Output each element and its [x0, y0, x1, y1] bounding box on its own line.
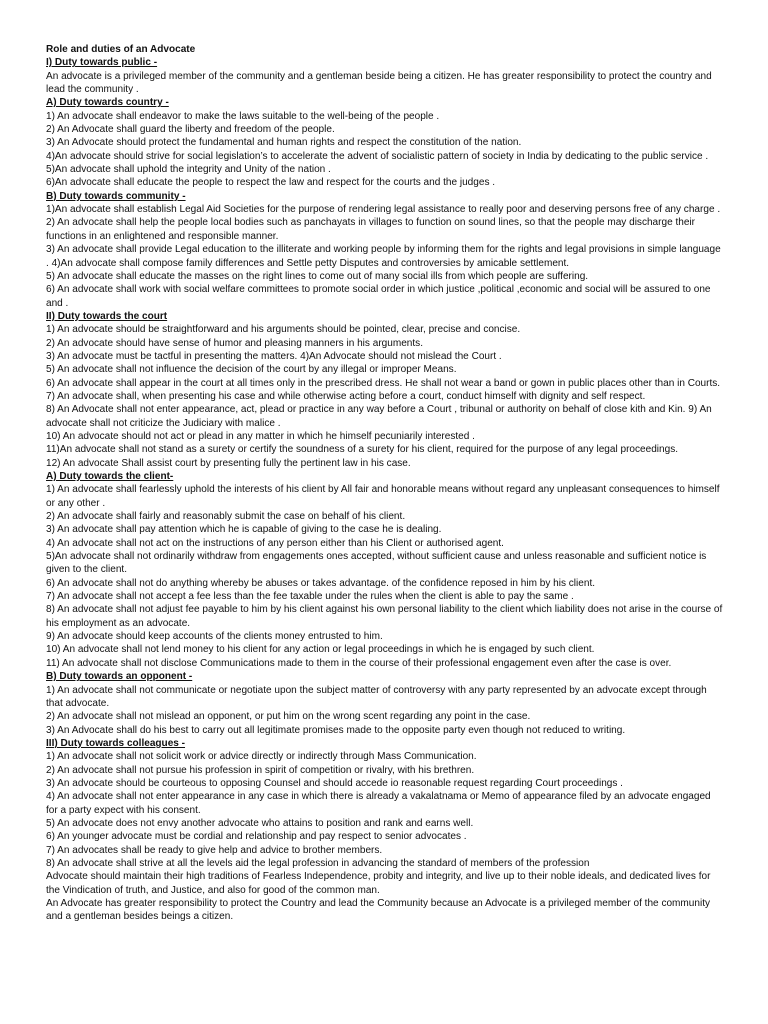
paragraph: 3) An advocate should be courteous to opposing Counsel and should accede io reasonable request regarding Court proceedings . [46, 777, 623, 789]
paragraph: 6) An younger advocate must be cordial and relationship and pay respect to senior advocates . [46, 831, 467, 843]
paragraph: 1) An advocate shall not communicate or negotiate upon the subject matter of controversy with any party represented by an advocate except through that advocate. [46, 684, 707, 709]
paragraph: 2) An advocate shall not pursue his profession in spirit of competition or rivalry, with his brethren. [46, 764, 475, 776]
paragraph: 6)An advocate shall educate the people to respect the law and respect for the courts and the judges . [46, 177, 496, 189]
paragraph: 6) An advocate shall appear in the court at all times only in the prescribed dress. He shall not wear a band or gown in public places other than in Courts. [46, 377, 721, 389]
paragraph: 5) An advocate shall educate the masses on the right lines to come out of many social ills from which people are suffering. [46, 270, 589, 282]
paragraph: 9) An advocate should keep accounts of the clients money entrusted to him. [46, 631, 383, 643]
section-heading: B) Duty towards community - [46, 190, 186, 202]
paragraph: 5) An advocate does not envy another advocate who attains to position and rank and earns well. [46, 817, 474, 829]
section-heading: III) Duty towards colleagues - [46, 737, 186, 749]
paragraph: 8) An Advocate shall not enter appearance, act, plead or practice in any way before a Court , tribunal or authority on behalf of close kith and Kin. 9) An advocate shall not criticize the Judiciary with malice . [46, 404, 712, 429]
paragraph: 3) An Advocate shall do his best to carry out all legitimate promises made to the opposite party even though not reduced to writing. [46, 724, 626, 736]
paragraph: 4)An advocate should strive for social legislation’s to accelerate the advent of socialistic pattern of society in India by dedicating to the public service . 5)An advocate shall uphold the integrity and Unity of the nation . [46, 150, 709, 176]
paragraph: 3) An advocate shall pay attention which he is capable of giving to the case he is dealing. [46, 524, 442, 536]
section-heading: B) Duty towards an opponent - [46, 671, 193, 683]
paragraph: 3) An advocate must be tactful in presenting the matters. 4)An Advocate should not mislead the Court . [46, 350, 502, 362]
paragraph: 8) An advocate shall strive at all the levels aid the legal profession in advancing the standard of members of the profession [46, 857, 590, 869]
paragraph: Advocate should maintain their high traditions of Fearless Independence, probity and integrity, and live up to their noble ideals, and dedicated lives for the Vindication of truth, and Justice, and also for good of the common man. [46, 871, 711, 896]
paragraph: 1) An advocate shall endeavor to make the laws suitable to the well-being of the people . [46, 110, 440, 122]
paragraph: 6) An advocate shall not do anything whereby be abuses or takes advantage. of the confidence reposed in him by his client. [46, 577, 596, 589]
paragraph: 2) An advocate should have sense of humor and pleasing manners in his arguments. [46, 337, 423, 349]
paragraph: An Advocate has greater responsibility to protect the Country and lead the Community because an Advocate is a privileged member of the community and a gentleman besides beings a citizen. [46, 898, 711, 923]
paragraph: 7) An advocates shall be ready to give help and advice to brother members. [46, 844, 383, 856]
paragraph: 1) An advocate should be straightforward and his arguments should be pointed, clear, precise and concise. [46, 324, 521, 336]
paragraph: 4) An advocate shall not enter appearance in any case in which there is already a vakalatnama or Memo of appearance filed by an advocate engaged for a party expect with his consent. [46, 791, 711, 816]
paragraph: An advocate is a privileged member of the community and a gentleman beside being a citizen. He has greater responsibility to protect the country and lead the community . [46, 70, 712, 96]
paragraph: 3) An Advocate should protect the fundamental and human rights and respect the constitution of the nation. [46, 137, 522, 149]
paragraph: 1) An advocate shall fearlessly uphold the interests of his client by All fair and honorable means without regard any unpleasant consequences to himself or any other . [46, 484, 720, 509]
paragraph: 12) An advocate Shall assist court by presenting fully the pertinent law in his case. [46, 457, 411, 469]
paragraph: 2) An advocate shall not mislead an opponent, or put him on the wrong scent regarding any point in the case. [46, 711, 531, 723]
paragraph: 2) An Advocate shall guard the liberty and freedom of the people. [46, 124, 335, 136]
paragraph: 7) An advocate shall not accept a fee less than the fee taxable under the rules when the client is able to pay the same . [46, 591, 574, 603]
section-heading: A) Duty towards the client- [46, 471, 174, 482]
paragraph: 11)An advocate shall not stand as a surety or certify the soundness of a surety for his client, required for the purpose of any legal proceedings. [46, 444, 679, 456]
section-heading: I) Duty towards public - [46, 57, 158, 69]
paragraph: 1)An advocate shall establish Legal Aid Societies for the purpose of rendering legal assistance to really poor and deserving persons free of any charge . [46, 204, 721, 216]
paragraph: 10) An advocate shall not lend money to his client for any action or legal proceedings in which he is engaged by such client. [46, 644, 595, 656]
paragraph: 5) An advocate shall not influence the decision of the court by any illegal or improper Means. [46, 364, 457, 376]
section-heading: II) Duty towards the court [46, 310, 168, 322]
paragraph: 8) An advocate shall not adjust fee payable to him by his client against his own personal liability to the client which liability does not arise in the course of his employment as an advocate. [46, 604, 723, 629]
paragraph: 2) An advocate shall help the people local bodies such as panchayats in villages to function on sound lines, so that the people may discharge their functions in an enlightened and responsible manner. [46, 217, 696, 242]
document-page [46, 43, 724, 924]
paragraph: 10) An advocate should not act or plead in any matter in which he himself pecuniarily interested . [46, 430, 475, 442]
document-title: Role and duties of an Advocate [46, 44, 196, 55]
section-heading: A) Duty towards country - [46, 97, 169, 109]
paragraph: 6) An advocate shall work with social welfare committees to promote social order in which justice ,political ,economic and social will be assured to one and . [46, 284, 711, 309]
document-body [46, 56, 724, 923]
paragraph: 7) An advocate shall, when presenting his case and while otherwise acting before a court, conduct himself with dignity and self respect. [46, 390, 646, 402]
paragraph: 3) An advocate shall provide Legal education to the illiterate and working people by informing them for the rights and legal provisions in simple language . 4)An advocate shall compose family differences and Settle petty Disputes and controversies by amicable settlement. [46, 244, 721, 269]
paragraph: 5)An advocate shall not ordinarily withdraw from engagements ones accepted, without sufficient cause and unless reasonable and sufficient notice is given to the client. [46, 551, 707, 576]
paragraph: 2) An advocate shall fairly and reasonably submit the case on behalf of his client. [46, 511, 406, 523]
paragraph: 1) An advocate shall not solicit work or advice directly or indirectly through Mass Communication. [46, 751, 477, 763]
paragraph: 4) An advocate shall not act on the instructions of any person either than his Client or authorised agent. [46, 537, 504, 549]
paragraph: 11) An advocate shall not disclose Communications made to them in the course of their professional engagement even after the case is over. [46, 657, 672, 669]
